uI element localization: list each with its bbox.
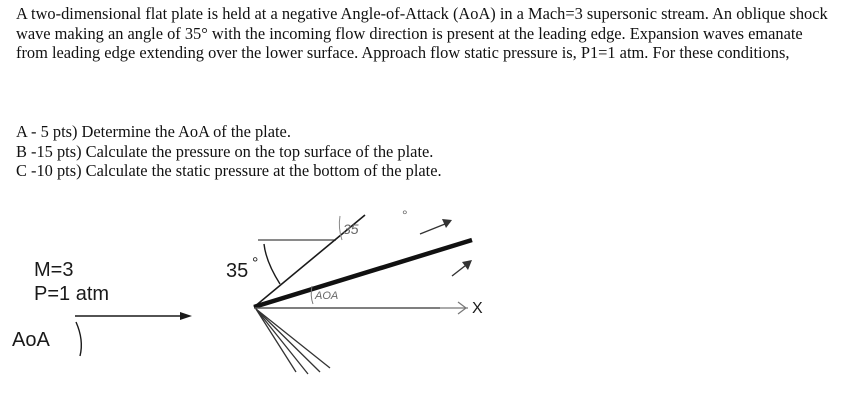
handwritten-x-label: X xyxy=(472,300,483,317)
aoa-label: AoA xyxy=(12,329,50,351)
problem-statement: A two-dimensional flat plate is held at a negative Angle-of-Attack (AoA) in a Mach=3 supersonic stream. An oblique shock wave making an angle of 35° with the incoming flow direction is present at the leading edge. Expansion waves emanate from leading edge extending over the lower surface. Approach flow static pressure is, P1=1 atm. For these conditions, xyxy=(16,4,828,62)
question-part-c: C -10 pts) Calculate the static pressure at the bottom of the plate. xyxy=(16,161,442,180)
expansion-fan xyxy=(256,309,330,374)
shock-angle-label: 35 xyxy=(226,260,249,282)
handwritten-arrow-lower xyxy=(452,260,472,276)
handwritten-angle-degree: ° xyxy=(402,207,408,223)
shock-angle-degree: ° xyxy=(252,255,259,272)
pressure-label: P=1 atm xyxy=(34,283,110,305)
question-part-b: B -15 pts) Calculate the pressure on the top surface of the plate. xyxy=(16,141,434,161)
aoa-angle-arc xyxy=(76,322,81,356)
question-part-a: A - 5 pts) Determine the AoA of the plate. xyxy=(16,122,291,141)
handwritten-arrow-upper xyxy=(420,219,452,234)
handwritten-x-arrow xyxy=(440,302,468,314)
mach-number-label: M=3 xyxy=(34,259,74,281)
incoming-flow-arrow xyxy=(75,312,192,320)
handwritten-angle-label: 35 xyxy=(343,221,359,237)
flat-plate xyxy=(254,240,472,307)
handwritten-aoa-label: AOA xyxy=(315,290,339,302)
shock-angle-arc xyxy=(264,244,280,284)
